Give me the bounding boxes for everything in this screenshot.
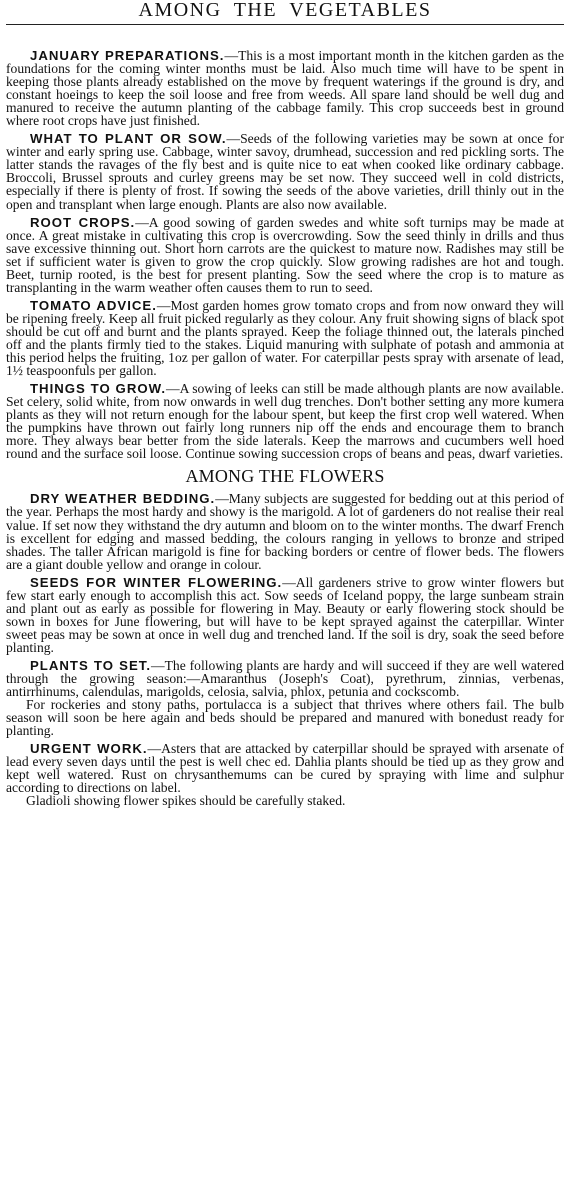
section-heading: JANUARY PREPARATIONS. — [30, 48, 225, 63]
section-text: —All gardeners strive to grow winter flowers but few start early enough to accomplish this act. Sow seeds of Iceland poppy, the large sunbeam strain and plant out as early as possible for flowering in May. Beauty or early flowering stock should be sown in boxes for June flowering, but will have to be kept sprayed against the caterpillar. Winter sweet peas may be sown at once in well dug and trenched land. If the soil is dry, soak the seed before planting. — [6, 574, 564, 655]
vegetables-title: AMONG THE VEGETABLES — [138, 0, 432, 21]
urgent-work-paragraph — [6, 742, 564, 794]
section-heading: URGENT WORK. — [30, 741, 148, 757]
what-to-plant-paragraph — [6, 132, 564, 210]
seeds-winter-flowering-paragraph — [6, 576, 564, 654]
tomato-advice-paragraph — [6, 299, 564, 377]
section-text: —A sowing of leeks can still be made although plants are now available. Set celery, solid white, from now onwards in well dug trenches. Don't bother setting any more kumera plants as they will not return enough for the labour spent, but keep the first crop well watered. When the pumpkins have thrown out fairly long runners nip off the ends and encourage them to branch more. They always bear better from the side laterals. Keep the marrows and cucumbers well hoed round and the surface soil loose. Continue sowing succession crops of beans and peas, dwarf varieties. — [6, 381, 564, 462]
plants-to-set-paragraph — [6, 659, 564, 698]
section-heading: WHAT TO PLANT OR SOW. — [30, 131, 227, 147]
plants-to-set-continuation: For rockeries and stony paths, portulacca is a subject that thrives where others fail. The bulb season will soon be here again and beds should be prepared and manured with bonedust ready for planting. — [6, 697, 564, 739]
january-preparations-paragraph — [6, 49, 564, 127]
section-text: —The following plants are hardy and will succeed if they are well watered through the growing season:—Amaranthus (Joseph's Coat), pyrethrum, zinnias, verbenas, antirrhinums, calendulas, marigolds, celosia, salvia, phlox, petunia and cockscomb. — [6, 657, 564, 700]
title-rule — [6, 24, 564, 25]
section-heading: DRY WEATHER BEDDING. — [30, 491, 216, 507]
section-text: —Asters that are attacked by caterpillar should be sprayed with arsenate of lead every seven days until the pest is well chec ed. Dahlia plants should be tied up as they grow and kept well watered. Rust on chrysanthemums can be cured by spraying with lime and sulphur according to directions on label. — [6, 741, 564, 796]
section-heading: TOMATO ADVICE. — [30, 297, 157, 313]
root-crops-paragraph — [6, 216, 564, 294]
section-heading: PLANTS TO SET. — [30, 657, 152, 673]
section-text: —A good sowing of garden swedes and white soft turnips may be made at once. A great mistake in cultivating this crop is overcrowding. Sow the seed thinly in drills and thus save excessive thinning out. Short horn carrots are the quickest to mature now. Radishes may still be set if sufficient water is given to grow the crop quickly. Slow growing radishes are hot and tough. Beet, turnip rooted, is the best for present planting. Sow the seed where the crop is to mature as transplanting in the warm weather often causes them to run to seed. — [6, 214, 564, 295]
section-text: —Most garden homes grow tomato crops and from now onward they will be ripening freely. Keep all fruit picked regularly as they colour. Any fruit showing signs of black spot should be cut off and burnt and the plants sprayed. Keep the foliage thinned out, the laterals pinched off and the plants firmly tied to the stakes. Liquid manuring with sulphate of potash and ammonia at this period helps the fruiting, 1oz per gallon of water. For caterpillar pests spray with arsenate of lead, 1½ teaspoonfuls per gallon. — [6, 297, 564, 379]
section-text: —Seeds of the following varieties may be sown at once for winter and early spring use. Cabbage, winter savoy, drumhead, succession and red pickling sorts. The latter stands the ravages of the fly best and is quite nice to eat when cooked like ordinary cabbage. Broccoli, Brussel sprouts and curley greens may be set now. They succeed well in cold districts, especially if there is plenty of frost. If sowing the seeds of the above varieties, drill thinly out in the open and transplant when large enough. Plants are also now available. — [6, 131, 564, 212]
flowers-title: AMONG THE FLOWERS — [185, 466, 385, 487]
section-text: —Many subjects are suggested for bedding out at this period of the year. Perhaps the most hardy and showy is the marigold. A lot of gardeners do not realise their real value. If set now they withstand the dry autumn and bloom on to the winter months. The dwarf French is excellent for edging and massed bedding, the colours ranging in yellows to bronze and striped shades. The taller African marigold is fine for backing borders or centre of flower beds. The flowers are a giant double yellow and orange in colour. — [6, 491, 564, 572]
section-heading: THINGS TO GROW. — [30, 381, 166, 397]
things-to-grow-paragraph — [6, 382, 564, 460]
section-heading: SEEDS FOR WINTER FLOWERING. — [30, 574, 283, 590]
section-heading: ROOT CROPS. — [30, 214, 136, 230]
section-text: —This is a most important month in the kitchen garden as the foundations for the coming winter months must be laid. Also much time will have to be spent in keeping those plants already established on the move by frequent waterings if the ground is dry, and constant hoeings to keep the soil loose and free from weeds. All spare land should be well dug and manured to receive the autumn planting of the cabbage family. This crop succeeds best in ground where root crops have just finished. — [6, 48, 565, 129]
urgent-work-continuation: Gladioli showing flower spikes should be carefully staked. — [26, 793, 346, 809]
dry-weather-bedding-paragraph — [6, 492, 564, 570]
